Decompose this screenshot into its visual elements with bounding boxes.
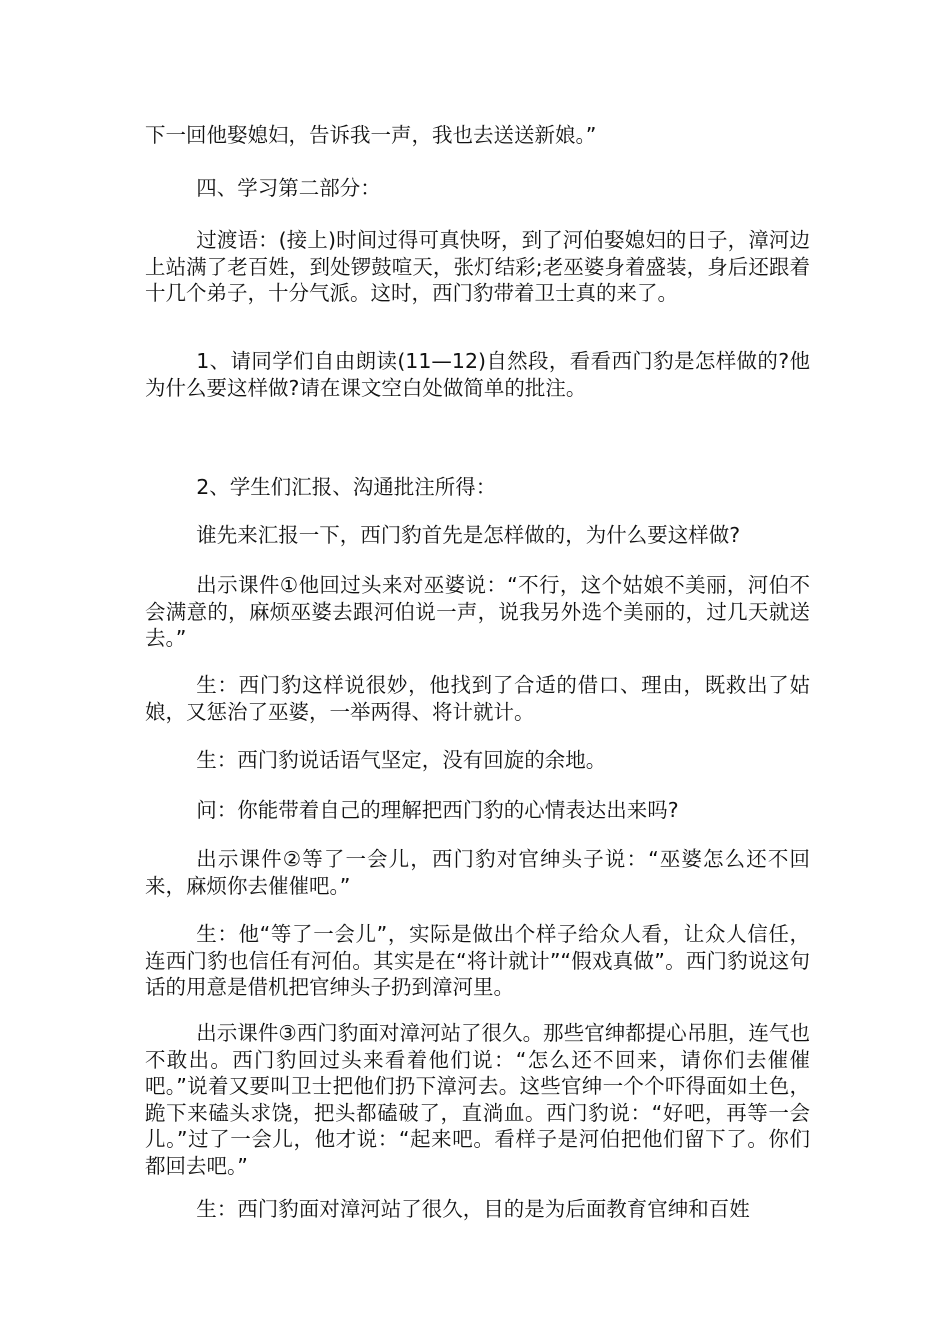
section-heading-part-two: 四、学习第二部分： xyxy=(196,176,381,200)
paragraph-student-2: 生：西门豹说话语气坚定，没有回旋的余地。 xyxy=(196,748,607,772)
paragraph-continuation: 下一回他娶媳妇，告诉我一声，我也去送送新娘。” xyxy=(145,123,597,147)
paragraph-task-2: 2、学生们汇报、沟通批注所得： xyxy=(196,475,497,499)
paragraph-courseware-3: 出示课件③西门豹面对漳河站了很久。那些官绅都提心吊胆，连气也不敢出。西门豹回过头来看着他们说：“怎么还不回来，请你们去催催吧。”说着又要叫卫士把他们扔下漳河去。这些官绅一个个吓得面如土色，跪下来磕头求饶，把头都磕破了，直淌血。西门豹说：“好吧，再等一会儿。”过了一会儿，他才说：“起来吧。看样子是河伯把他们留下了。你们都回去吧。” xyxy=(145,1021,810,1178)
paragraph-student-1: 生：西门豹这样说很妙，他找到了合适的借口、理由，既救出了姑娘，又惩治了巫婆，一举两得、将计就计。 xyxy=(145,673,810,724)
paragraph-transition: 过渡语：(接上)时间过得可真快呀，到了河伯娶媳妇的日子，漳河边上站满了老百姓，到处锣鼓喧天，张灯结彩;老巫婆身着盛装，身后还跟着十几个弟子，十分气派。这时，西门豹带着卫士真的来了。 xyxy=(145,228,810,305)
paragraph-courseware-2: 出示课件②等了一会儿，西门豹对官绅头子说：“巫婆怎么还不回来，麻烦你去催催吧。” xyxy=(145,847,810,898)
paragraph-task-1: 1、请同学们自由朗读(11—12)自然段，看看西门豹是怎样做的?他为什么要这样做?请在课文空白处做简单的批注。 xyxy=(145,349,810,400)
paragraph-courseware-1: 出示课件①他回过头来对巫婆说：“不行，这个姑娘不美丽，河伯不会满意的，麻烦巫婆去跟河伯说一声，说我另外选个美丽的，过几天就送去。” xyxy=(145,573,810,650)
paragraph-question-1: 谁先来汇报一下，西门豹首先是怎样做的，为什么要这样做? xyxy=(196,523,741,547)
paragraph-student-4: 生：西门豹面对漳河站了很久，目的是为后面教育官绅和百姓 xyxy=(196,1197,750,1221)
paragraph-student-3: 生：他“等了一会儿”，实际是做出个样子给众人看，让众人信任，连西门豹也信任有河伯。其实是在“将计就计”“假戏真做”。西门豹说这句话的用意是借机把官绅头子扔到漳河里。 xyxy=(145,922,810,999)
paragraph-question-2: 问：你能带着自己的理解把西门豹的心情表达出来吗? xyxy=(196,798,679,822)
